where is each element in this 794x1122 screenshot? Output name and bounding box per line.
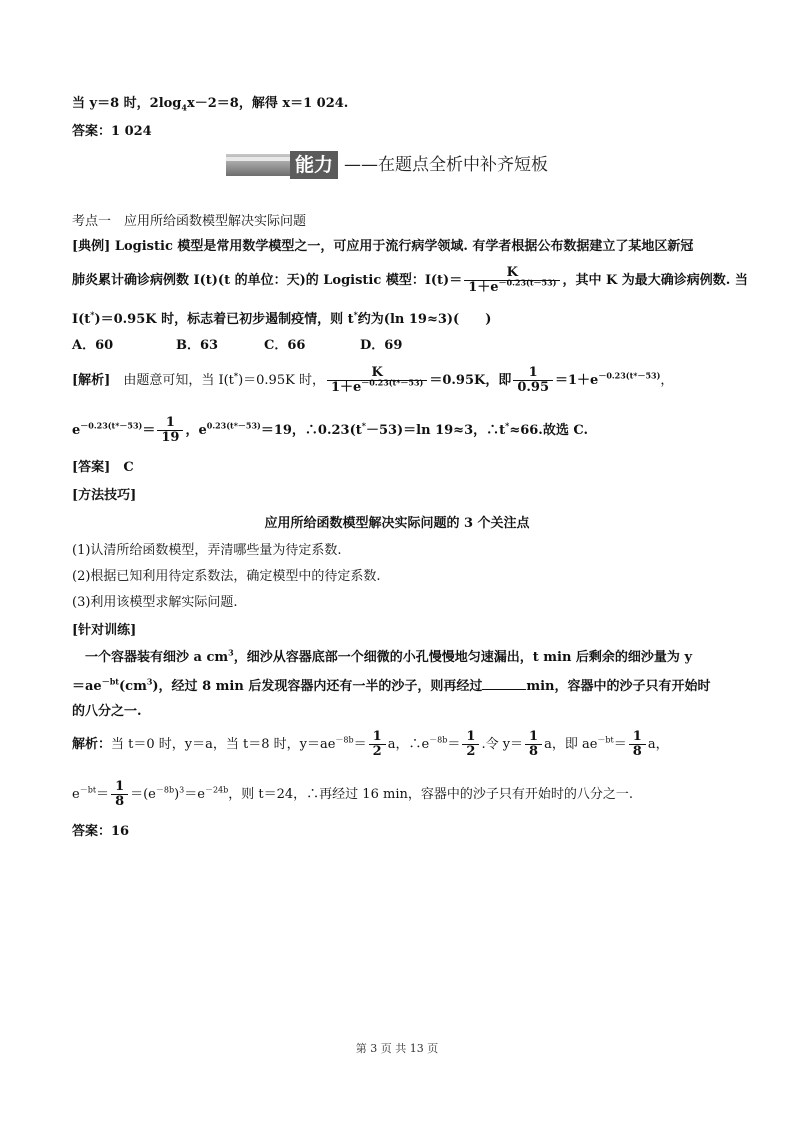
- banner-bar-highlight: [226, 157, 290, 161]
- text: ，e: [185, 423, 207, 438]
- text: (cm: [119, 679, 147, 694]
- exp: －bt: [79, 785, 97, 795]
- exp: －bt: [597, 735, 614, 745]
- analysis-fraction-1: [327, 366, 427, 395]
- text: ＝0.95K，即: [429, 373, 512, 388]
- text: ＝: [353, 737, 367, 752]
- ability-banner: [226, 151, 566, 179]
- answer-value: 16: [111, 824, 130, 839]
- star: *: [233, 370, 239, 381]
- text: ，: [660, 373, 674, 388]
- frac-den: 2: [372, 744, 382, 759]
- star: *: [505, 420, 510, 431]
- frac-den: [327, 377, 427, 395]
- example-line-2: [72, 266, 748, 296]
- frac-den: 8: [632, 744, 642, 759]
- page-footer: 第 3 页 共 13 页: [355, 1042, 439, 1055]
- exp: 0.23(t*－53): [206, 420, 261, 431]
- intro-text: 当 y＝8 时，2log: [72, 96, 182, 111]
- text: 当 t＝0 时，y＝a，当 t＝8 时，y＝ae: [111, 737, 336, 752]
- text: a，: [647, 737, 669, 752]
- method-tag: [方法技巧]: [72, 488, 137, 503]
- final-answer: [72, 822, 129, 842]
- text: .令 y＝: [481, 737, 524, 752]
- solution-line-1: [72, 728, 669, 762]
- training-line-3: 的八分之一.: [72, 704, 142, 719]
- frac-den: 19: [161, 430, 180, 445]
- text: )＝0.95K 时，标志着已初步遏制疫情，则 t: [94, 312, 354, 327]
- answer-value: 1 024: [111, 124, 152, 139]
- exp: －0.23(t*－53): [598, 370, 661, 381]
- log-base: 4: [181, 102, 187, 113]
- text: ): [174, 787, 180, 802]
- option-c: C．66: [264, 338, 306, 353]
- logistic-fraction: [464, 266, 560, 295]
- text: a，即 ae: [544, 737, 598, 752]
- text: 由题意可知，当 I(t: [110, 373, 234, 388]
- star: *: [353, 309, 358, 320]
- method-heading: 应用所给函数模型解决实际问题的 3 个关注点: [264, 516, 530, 531]
- frac-den: 8: [529, 744, 539, 759]
- example-tag: [典例]: [72, 239, 111, 254]
- banner-subtitle: ——在题点全析中补齐短板: [344, 155, 548, 175]
- frac-num: K: [327, 366, 427, 381]
- text: min，容器中的沙子只有开始时: [526, 679, 711, 694]
- method-item: (3)利用该模型求解实际问题.: [72, 595, 238, 610]
- intro-line: [72, 94, 348, 114]
- fraction: [111, 780, 128, 809]
- frac-num: 1: [369, 730, 386, 745]
- example-text-2-end: ，其中 K 为最大确诊病例数. 当: [562, 273, 748, 288]
- frac-den: [464, 277, 560, 295]
- text: I(t: [72, 312, 91, 327]
- frac-num: 1: [111, 780, 128, 795]
- answer-label: 答案：: [72, 124, 112, 139]
- fraction: [525, 730, 542, 759]
- option-a: A．60: [72, 338, 114, 353]
- exp: 3: [179, 785, 185, 795]
- options-row: [72, 336, 402, 356]
- method-item: (2)根据已知利用待定系数法，确定模型中的待定系数.: [72, 569, 381, 584]
- exp: －0.23(t*－53): [80, 420, 143, 431]
- analysis-line-1: [72, 364, 673, 398]
- example-text-1: Logistic 模型是常用数学模型之一，可应用于流行病学领域. 有学者根据公布数据建立了某地区新冠: [110, 239, 694, 254]
- solution-tag: 解析：: [72, 737, 112, 752]
- training-line-1: [72, 648, 692, 668]
- option-d: D．69: [360, 338, 403, 353]
- exp: －bt: [101, 676, 119, 687]
- text: 约为(ln 19≈3)( ): [357, 312, 492, 327]
- star: *: [361, 420, 366, 431]
- text: ，则 t＝24，∴再经过 16 min，容器中的沙子只有开始时的八分之一.: [228, 787, 633, 802]
- text: )＝0.95K 时，: [238, 373, 325, 388]
- exp: －8b: [155, 785, 175, 795]
- banner-word: 能力: [290, 151, 338, 179]
- exp: －8b: [429, 735, 448, 745]
- fraction: [369, 730, 386, 759]
- fraction: [462, 730, 479, 759]
- text: ＝e: [184, 787, 205, 802]
- text: e: [72, 423, 81, 438]
- exp: 3: [146, 676, 153, 687]
- frac-den-exp: －0.23(t－53): [498, 277, 557, 288]
- text: )，经过 8 min 后发现容器内还有一半的沙子，则再经过: [152, 679, 483, 694]
- frac-num: 1: [462, 730, 479, 745]
- text: ＝19，∴0.23(t: [260, 423, 362, 438]
- solution-line-2: [72, 778, 633, 812]
- method-item: (1)认清所给函数模型，弄清哪些量为待定系数.: [72, 543, 342, 558]
- training-tag: [针对训练]: [72, 623, 137, 638]
- text: ≈66.故选 C.: [509, 423, 589, 438]
- intro-answer: [72, 122, 152, 142]
- frac-num: K: [464, 266, 560, 281]
- training-line-2: [72, 675, 710, 697]
- example-text-2: 肺炎累计确诊病例数 I(t)(t 的单位：天)的 Logistic 模型：I(t)＝: [72, 273, 463, 288]
- text: ＝: [142, 423, 156, 438]
- analysis-fraction-2: [513, 366, 553, 395]
- analysis-line-2: [72, 414, 588, 448]
- answer-blank[interactable]: [482, 675, 526, 690]
- fraction: [629, 730, 646, 759]
- exp: 3: [228, 647, 234, 658]
- text: ＝(e: [130, 787, 156, 802]
- text: ＝: [613, 737, 627, 752]
- text: －53)＝ln 19≈3，∴t: [365, 423, 506, 438]
- text: a，∴e: [387, 737, 430, 752]
- text: ，细沙从容器底部一个细微的小孔慢慢地匀速漏出，t min 后剩余的细沙量为 y: [233, 650, 693, 665]
- example-line-1: [72, 237, 693, 257]
- answer-tag: [答案]: [72, 460, 111, 475]
- intro-text-end: x－2＝8，解得 x＝1 024.: [186, 96, 349, 111]
- text: ＝1＋e: [555, 373, 599, 388]
- text: ＝ae: [72, 679, 102, 694]
- example-line-3: [72, 310, 491, 330]
- frac-num: 1: [525, 730, 542, 745]
- frac-den-exp: －0.23(t*－53): [361, 377, 424, 388]
- text: e: [72, 787, 80, 802]
- text: 一个容器装有细沙 a cm: [72, 650, 229, 665]
- frac-den: 2: [466, 744, 476, 759]
- answer-line: [72, 458, 134, 478]
- frac-den: 8: [115, 794, 125, 809]
- frac-num: 1: [513, 366, 553, 381]
- answer-label: 答案：: [72, 824, 112, 839]
- text: ＝: [447, 737, 461, 752]
- frac-den-base: 1＋e: [468, 280, 499, 295]
- frac-num: 1: [157, 416, 183, 431]
- option-b: B．63: [176, 338, 219, 353]
- frac-num: 1: [629, 730, 646, 745]
- star: *: [90, 309, 95, 320]
- text: ＝: [96, 787, 110, 802]
- analysis-tag: [解析]: [72, 373, 111, 388]
- exp: －8b: [335, 735, 354, 745]
- answer-value: C: [110, 460, 134, 475]
- analysis-fraction-3: [157, 416, 183, 445]
- frac-den-base: 1＋e: [330, 380, 362, 395]
- section-title: 考点一 应用所给函数模型解决实际问题: [72, 214, 307, 229]
- frac-den: 0.95: [517, 380, 549, 395]
- exp: －24b: [204, 785, 229, 795]
